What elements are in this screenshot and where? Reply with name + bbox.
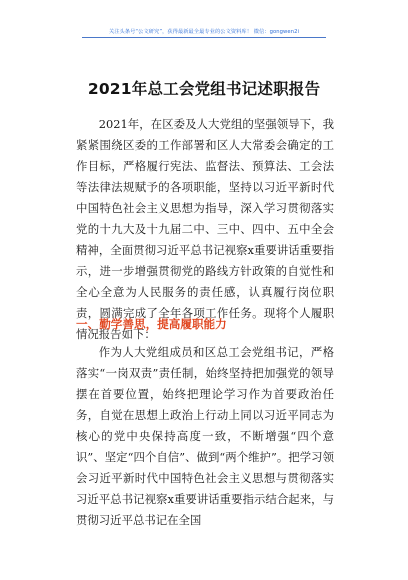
header-divider [82, 37, 326, 38]
header-note: 关注头条号“公文研究”，获得最新最全最专业的公文资料库！ 微信：gongwen2i [108, 29, 300, 35]
paragraph-section-1: 作为人大党组成员和区总工会党组书记，严格落实“一岗双责”责任制，始终坚持把加强党的领导摆在首要位置，始终把理论学习作为首要政治任务，自觉在思想上政治上行动上同以习近平同志为核心的党中央保持高度一致，不断增强“四个意识”、坚定“四个自信”、做到“两个维护”。把学习领会习近平新时代中国特色社会主义思想与贯彻落实习近平总书记视察x重要讲话重要指示结合起来，与贯彻习近平总书记在全国 [76, 345, 334, 527]
paragraph-intro: 2021年，在区委及人大党组的坚强领导下，我紧紧围绕区委的工作部署和区人大常委会确定的工作目标，严格履行宪法、监督法、预算法、工会法等法律法规赋予的各项职能，坚持以习近平新时代中国特色社会主义思想为指导，深入学习贯彻落实党的十九大及十九届二中、三中、四中、五中全会精神，全面贯彻习近平总书记视察x重要讲话重要指示，进一步增强贯彻党的路线方针政策的自觉性和全心全意为人民服务的责任感，认真履行岗位职责，圆满完成了全年各项工作任务。现将个人履职情况报告如下： [76, 117, 334, 341]
document-title: 2021年总工会党组书记述职报告 [87, 80, 321, 98]
section-heading-1: 一、勤学善思，提高履职能力 [76, 317, 227, 331]
